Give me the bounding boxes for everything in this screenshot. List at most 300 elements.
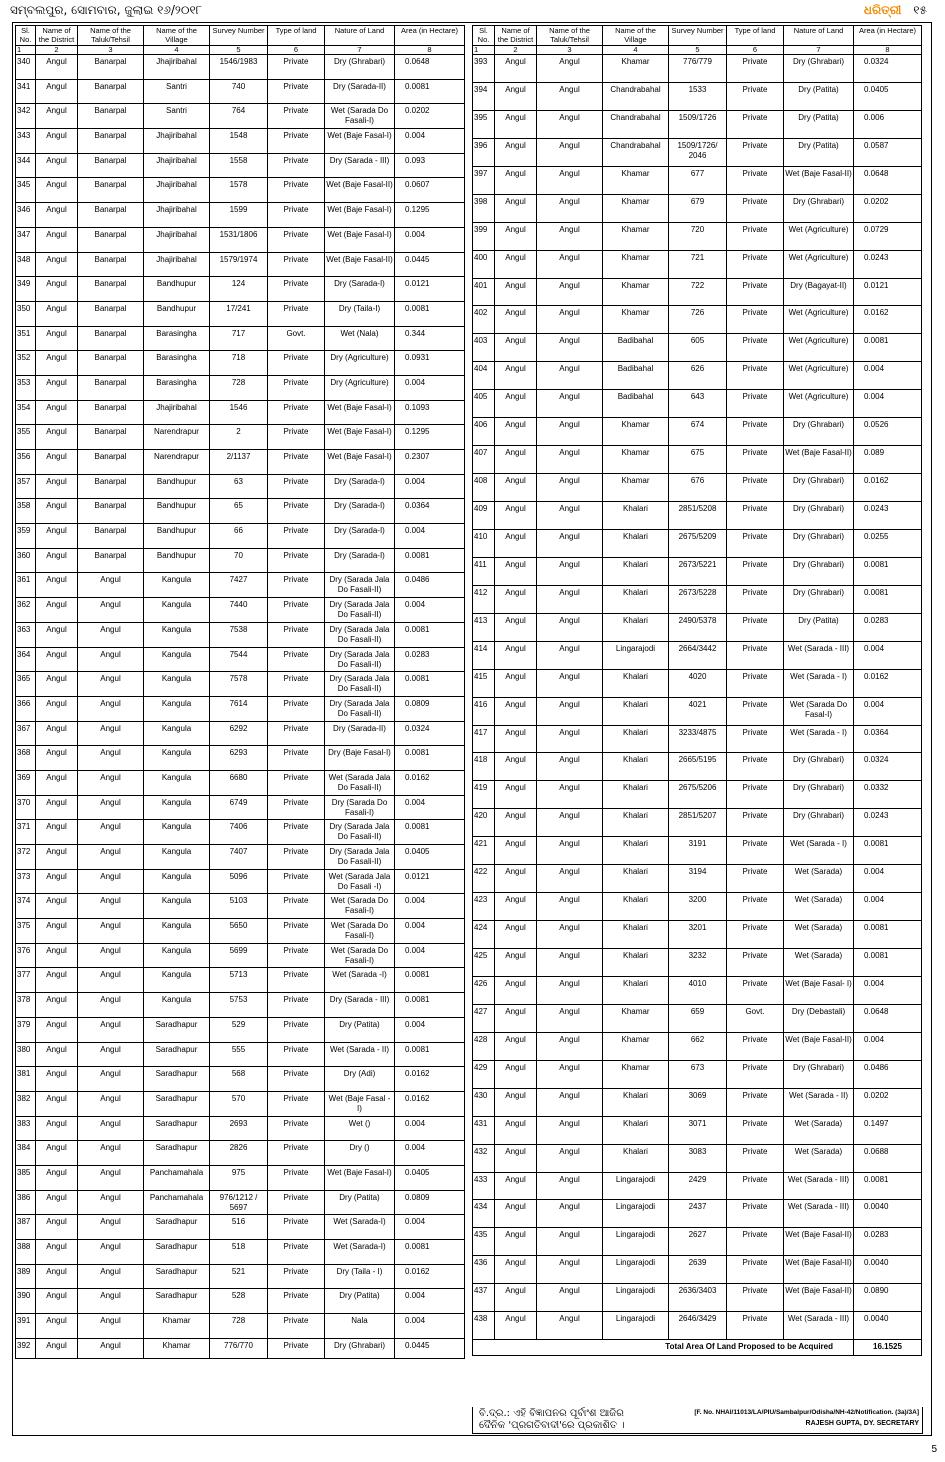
land-type-cell: Private: [268, 770, 325, 795]
area-cell: 0.0587: [854, 138, 922, 166]
land-nature-cell: Wet (Sarada - II): [784, 1088, 854, 1116]
land-nature-cell: Dry (Sarada Jala Do Fasali-II): [325, 820, 395, 845]
district-cell: Angul: [495, 55, 537, 83]
newspaper-logo: ଧରିତ୍ରୀ: [863, 3, 902, 17]
district-cell: Angul: [36, 943, 78, 968]
tehsil-cell: Angul: [537, 585, 603, 613]
survey-number-cell: 1548: [210, 129, 268, 154]
land-type-cell: Private: [727, 446, 784, 474]
tehsil-cell: Banarpal: [78, 400, 144, 425]
survey-number-cell: 4020: [669, 669, 727, 697]
serial-cell: 425: [473, 949, 495, 977]
district-cell: Angul: [36, 375, 78, 400]
masthead: [0, 0, 945, 22]
survey-number-cell: 764: [210, 104, 268, 129]
land-nature-cell: Wet (Sarada): [784, 949, 854, 977]
table-row: [16, 770, 465, 795]
land-type-cell: Private: [268, 573, 325, 598]
survey-number-cell: 776/770: [210, 1338, 268, 1358]
serial-cell: 397: [473, 166, 495, 194]
table-row: [16, 1264, 465, 1289]
district-cell: Angul: [495, 1228, 537, 1256]
area-cell: 0.004: [854, 362, 922, 390]
tehsil-cell: Angul: [537, 82, 603, 110]
village-cell: Saradhapur: [144, 1017, 210, 1042]
table-row: [473, 334, 922, 362]
tehsil-cell: Angul: [78, 845, 144, 870]
village-cell: Lingarajodi: [603, 1200, 669, 1228]
table-row: [473, 976, 922, 1004]
district-cell: Angul: [495, 865, 537, 893]
area-cell: 0.0162: [395, 1067, 465, 1092]
land-type-cell: Private: [268, 1264, 325, 1289]
tehsil-cell: Angul: [78, 1240, 144, 1265]
land-nature-cell: Dry (Sarada-I): [325, 548, 395, 573]
district-cell: Angul: [495, 1004, 537, 1032]
area-cell: 0.0121: [854, 278, 922, 306]
district-cell: Angul: [36, 993, 78, 1018]
village-cell: Jhajiribahal: [144, 55, 210, 80]
land-type-cell: Private: [727, 893, 784, 921]
village-cell: Khamar: [603, 1004, 669, 1032]
area-cell: 0.0405: [395, 845, 465, 870]
village-cell: Saradhapur: [144, 1215, 210, 1240]
village-cell: Khamar: [603, 446, 669, 474]
tehsil-cell: Angul: [537, 1172, 603, 1200]
district-cell: Angul: [36, 1289, 78, 1314]
tehsil-cell: Angul: [537, 529, 603, 557]
survey-number-cell: 5103: [210, 894, 268, 919]
tehsil-cell: Angul: [537, 306, 603, 334]
column-number: 8: [854, 46, 922, 55]
area-cell: 0.004: [395, 795, 465, 820]
area-cell: 0.004: [395, 1314, 465, 1339]
district-cell: Angul: [36, 820, 78, 845]
area-cell: 0.0081: [854, 557, 922, 585]
village-cell: Narendrapur: [144, 450, 210, 475]
village-cell: Kangula: [144, 598, 210, 623]
land-type-cell: Private: [268, 1091, 325, 1116]
district-cell: Angul: [495, 166, 537, 194]
tehsil-cell: Angul: [537, 1088, 603, 1116]
table-row: [16, 869, 465, 894]
district-cell: Angul: [495, 1116, 537, 1144]
survey-number-cell: 2851/5207: [669, 809, 727, 837]
header-row: [473, 26, 922, 46]
land-nature-cell: Dry (Sarada-I): [325, 277, 395, 302]
area-cell: 0.004: [395, 943, 465, 968]
serial-cell: 341: [16, 79, 36, 104]
village-cell: Kangula: [144, 622, 210, 647]
tehsil-cell: Angul: [537, 1144, 603, 1172]
serial-cell: 399: [473, 222, 495, 250]
land-type-cell: Private: [268, 277, 325, 302]
serial-cell: 396: [473, 138, 495, 166]
serial-cell: 438: [473, 1312, 495, 1340]
district-cell: Angul: [495, 921, 537, 949]
district-cell: Angul: [495, 893, 537, 921]
land-nature-cell: Wet (Sarada Jala Do Fasali -I): [325, 869, 395, 894]
land-type-cell: Private: [727, 1228, 784, 1256]
land-nature-cell: Wet (Agriculture): [784, 306, 854, 334]
serial-cell: 373: [16, 869, 36, 894]
tehsil-cell: Angul: [78, 598, 144, 623]
survey-number-cell: 605: [669, 334, 727, 362]
tehsil-cell: Angul: [537, 1256, 603, 1284]
table-row: [473, 641, 922, 669]
table-row: [16, 795, 465, 820]
district-cell: Angul: [495, 306, 537, 334]
village-cell: Khalari: [603, 725, 669, 753]
land-type-cell: Private: [268, 1067, 325, 1092]
survey-number-cell: 6749: [210, 795, 268, 820]
land-nature-cell: Dry (Baje Fasal-I): [325, 746, 395, 771]
land-type-cell: Private: [727, 1144, 784, 1172]
village-cell: Khamar: [603, 418, 669, 446]
district-cell: Angul: [36, 227, 78, 252]
tehsil-cell: Angul: [537, 976, 603, 1004]
district-cell: Angul: [495, 725, 537, 753]
land-type-cell: Private: [268, 153, 325, 178]
land-type-cell: Private: [268, 252, 325, 277]
land-nature-cell: Dry (Sarada-I): [325, 499, 395, 524]
village-cell: Kangula: [144, 820, 210, 845]
table-row: [16, 721, 465, 746]
village-cell: Saradhapur: [144, 1067, 210, 1092]
tehsil-cell: Angul: [537, 809, 603, 837]
serial-cell: 381: [16, 1067, 36, 1092]
area-cell: 0.004: [395, 474, 465, 499]
table-row: [473, 1256, 922, 1284]
area-cell: 0.0121: [395, 869, 465, 894]
land-type-cell: Private: [727, 669, 784, 697]
area-cell: 0.004: [395, 1017, 465, 1042]
header-cell: Survey Number: [210, 26, 268, 46]
area-cell: 0.004: [854, 697, 922, 725]
village-cell: Khamar: [603, 222, 669, 250]
survey-number-cell: 3201: [669, 921, 727, 949]
header-cell: Name of the Village: [144, 26, 210, 46]
survey-number-cell: 726: [669, 306, 727, 334]
village-cell: Santri: [144, 104, 210, 129]
village-cell: Khamar: [603, 278, 669, 306]
area-cell: 0.0162: [395, 1264, 465, 1289]
table-row: [16, 1141, 465, 1166]
tehsil-cell: Angul: [78, 869, 144, 894]
footer-note: [479, 1408, 625, 1432]
table-row: [473, 55, 922, 83]
land-type-cell: Private: [268, 598, 325, 623]
district-cell: Angul: [36, 1190, 78, 1215]
survey-number-cell: 6293: [210, 746, 268, 771]
district-cell: Angul: [36, 153, 78, 178]
district-cell: Angul: [36, 1215, 78, 1240]
village-cell: Khalari: [603, 809, 669, 837]
tehsil-cell: Angul: [537, 1060, 603, 1088]
village-cell: Khalari: [603, 585, 669, 613]
village-cell: Lingarajodi: [603, 1256, 669, 1284]
tehsil-cell: Angul: [537, 1004, 603, 1032]
tehsil-cell: Banarpal: [78, 425, 144, 450]
table-row: [473, 1032, 922, 1060]
table-row: [473, 362, 922, 390]
land-nature-cell: Wet (Agriculture): [784, 222, 854, 250]
village-cell: Narendrapur: [144, 425, 210, 450]
table-row: [16, 993, 465, 1018]
district-cell: Angul: [495, 502, 537, 530]
survey-number-cell: 717: [210, 326, 268, 351]
area-cell: 0.0081: [395, 301, 465, 326]
header-cell: Name of the Taluk/Tehsil: [78, 26, 144, 46]
total-value: 16.1525: [854, 1340, 922, 1356]
land-nature-cell: Dry (Patita): [784, 138, 854, 166]
table-row: [16, 968, 465, 993]
district-cell: Angul: [495, 557, 537, 585]
tehsil-cell: Angul: [78, 1042, 144, 1067]
tehsil-cell: Angul: [537, 949, 603, 977]
district-cell: Angul: [495, 753, 537, 781]
table-row: [16, 524, 465, 549]
table-row: [16, 845, 465, 870]
tehsil-cell: Angul: [537, 697, 603, 725]
serial-cell: 398: [473, 194, 495, 222]
land-nature-cell: Dry (Ghrabari): [784, 809, 854, 837]
tehsil-cell: Angul: [537, 502, 603, 530]
district-cell: Angul: [495, 641, 537, 669]
tehsil-cell: Banarpal: [78, 524, 144, 549]
survey-number-cell: 5753: [210, 993, 268, 1018]
right-table-body: [473, 55, 922, 1340]
land-type-cell: Govt.: [727, 1004, 784, 1032]
land-type-cell: Private: [268, 1190, 325, 1215]
serial-cell: 422: [473, 865, 495, 893]
table-row: [473, 1228, 922, 1256]
table-row: [473, 1200, 922, 1228]
area-cell: 0.0162: [854, 474, 922, 502]
district-cell: Angul: [36, 252, 78, 277]
tehsil-cell: Banarpal: [78, 153, 144, 178]
tehsil-cell: Angul: [78, 1289, 144, 1314]
left-table-body: [16, 55, 465, 1359]
table-row: [16, 1190, 465, 1215]
tehsil-cell: Angul: [537, 1312, 603, 1340]
tehsil-cell: Angul: [78, 968, 144, 993]
land-type-cell: Private: [268, 1116, 325, 1141]
serial-cell: 400: [473, 250, 495, 278]
village-cell: Santri: [144, 79, 210, 104]
tehsil-cell: Angul: [537, 446, 603, 474]
land-type-cell: Private: [268, 474, 325, 499]
table-row: [16, 474, 465, 499]
village-cell: Jhajiribahal: [144, 178, 210, 203]
serial-cell: 394: [473, 82, 495, 110]
area-cell: 0.0081: [395, 993, 465, 1018]
tehsil-cell: Banarpal: [78, 55, 144, 80]
survey-number-cell: 570: [210, 1091, 268, 1116]
survey-number-cell: 1531/1806: [210, 227, 268, 252]
area-cell: 0.0486: [395, 573, 465, 598]
serial-cell: 434: [473, 1200, 495, 1228]
tehsil-cell: Angul: [78, 746, 144, 771]
district-cell: Angul: [36, 919, 78, 944]
land-nature-cell: Wet (Sarada-I): [325, 1240, 395, 1265]
land-type-cell: Private: [268, 55, 325, 80]
district-cell: Angul: [495, 334, 537, 362]
survey-number-cell: 2: [210, 425, 268, 450]
village-cell: Bandhupur: [144, 277, 210, 302]
signatory: RAJESH GUPTA, DY. SECRETARY: [805, 1420, 919, 1427]
land-type-cell: Private: [268, 104, 325, 129]
district-cell: Angul: [495, 1172, 537, 1200]
area-cell: 0.1295: [395, 425, 465, 450]
tehsil-cell: Banarpal: [78, 375, 144, 400]
land-nature-cell: Dry (Ghrabari): [784, 418, 854, 446]
district-cell: Angul: [495, 613, 537, 641]
land-type-cell: Private: [268, 499, 325, 524]
village-cell: Chandrabahal: [603, 138, 669, 166]
land-nature-cell: Wet (Sarada-I): [325, 1215, 395, 1240]
land-type-cell: Private: [268, 919, 325, 944]
land-type-cell: Private: [727, 613, 784, 641]
serial-cell: 432: [473, 1144, 495, 1172]
survey-number-cell: 516: [210, 1215, 268, 1240]
land-nature-cell: Wet (Sarada - III): [784, 1172, 854, 1200]
survey-number-cell: 626: [669, 362, 727, 390]
land-nature-cell: Wet (Baje Fasal-I): [325, 450, 395, 475]
table-row: [473, 1116, 922, 1144]
area-cell: 0.0526: [854, 418, 922, 446]
survey-number-cell: 124: [210, 277, 268, 302]
serial-cell: 387: [16, 1215, 36, 1240]
land-type-cell: Private: [268, 301, 325, 326]
village-cell: Lingarajodi: [603, 1284, 669, 1312]
land-type-cell: Private: [268, 1042, 325, 1067]
survey-number-cell: 3191: [669, 837, 727, 865]
village-cell: Barasingha: [144, 351, 210, 376]
column-number: 4: [603, 46, 669, 55]
header-cell: Name of the Village: [603, 26, 669, 46]
survey-number-cell: 7578: [210, 672, 268, 697]
table-row: [16, 425, 465, 450]
tehsil-cell: Angul: [78, 1017, 144, 1042]
tehsil-cell: Banarpal: [78, 104, 144, 129]
left-table-panel: [15, 25, 464, 1359]
land-type-cell: Private: [268, 425, 325, 450]
district-cell: Angul: [495, 1256, 537, 1284]
land-nature-cell: Wet (Sarada - I): [784, 837, 854, 865]
table-row: [16, 55, 465, 80]
table-row: [473, 1172, 922, 1200]
serial-cell: 408: [473, 474, 495, 502]
area-cell: 0.004: [395, 894, 465, 919]
column-number: 8: [395, 46, 465, 55]
land-nature-cell: Wet (Baje Fasal-II): [784, 1032, 854, 1060]
area-cell: 0.0809: [395, 696, 465, 721]
header-cell: Name of the District: [36, 26, 78, 46]
village-cell: Bandhupur: [144, 301, 210, 326]
village-cell: Jhajiribahal: [144, 203, 210, 228]
village-cell: Khalari: [603, 837, 669, 865]
land-nature-cell: Dry (Taila-I): [325, 301, 395, 326]
district-cell: Angul: [495, 837, 537, 865]
survey-number-cell: 5096: [210, 869, 268, 894]
tehsil-cell: Angul: [78, 993, 144, 1018]
area-cell: 0.0081: [854, 921, 922, 949]
column-number: 7: [325, 46, 395, 55]
tehsil-cell: Angul: [537, 641, 603, 669]
land-nature-cell: Dry (Sarada Jala Do Fasali-II): [325, 622, 395, 647]
land-type-cell: Private: [727, 1200, 784, 1228]
serial-cell: 406: [473, 418, 495, 446]
table-row: [16, 1017, 465, 1042]
land-type-cell: Private: [727, 166, 784, 194]
village-cell: Saradhapur: [144, 1141, 210, 1166]
serial-cell: 435: [473, 1228, 495, 1256]
land-nature-cell: Dry (Sarada Jala Do Fasali-II): [325, 598, 395, 623]
area-cell: 0.2307: [395, 450, 465, 475]
survey-number-cell: 1578: [210, 178, 268, 203]
land-nature-cell: Wet (Sarada - I): [784, 725, 854, 753]
district-cell: Angul: [495, 418, 537, 446]
land-nature-cell: Wet (Baje Fasal-II): [784, 166, 854, 194]
table-row: [16, 375, 465, 400]
district-cell: Angul: [495, 138, 537, 166]
village-cell: Khalari: [603, 529, 669, 557]
tehsil-cell: Angul: [78, 696, 144, 721]
column-number: 1: [16, 46, 36, 55]
area-cell: 0.004: [395, 524, 465, 549]
table-row: [16, 622, 465, 647]
land-type-cell: Private: [268, 622, 325, 647]
land-type-cell: Private: [268, 845, 325, 870]
land-type-cell: Private: [727, 222, 784, 250]
table-row: [473, 585, 922, 613]
land-nature-cell: Wet (Baje Fasal-II): [784, 446, 854, 474]
tehsil-cell: Angul: [78, 622, 144, 647]
land-type-cell: Private: [268, 795, 325, 820]
serial-cell: 414: [473, 641, 495, 669]
table-row: [473, 138, 922, 166]
serial-cell: 350: [16, 301, 36, 326]
survey-number-cell: 7407: [210, 845, 268, 870]
survey-number-cell: 2693: [210, 1116, 268, 1141]
masthead-page-number: ୧୫: [913, 3, 927, 17]
land-nature-cell: Wet (Sarada Do Fasali-I): [325, 919, 395, 944]
area-cell: 0.0364: [395, 499, 465, 524]
land-type-cell: Private: [268, 1141, 325, 1166]
table-row: [16, 943, 465, 968]
survey-number-cell: 673: [669, 1060, 727, 1088]
header-cell: Survey Number: [669, 26, 727, 46]
serial-cell: 345: [16, 178, 36, 203]
land-type-cell: Private: [268, 672, 325, 697]
serial-cell: 372: [16, 845, 36, 870]
table-row: [473, 1284, 922, 1312]
table-row: [473, 1004, 922, 1032]
serial-cell: 359: [16, 524, 36, 549]
village-cell: Lingarajodi: [603, 641, 669, 669]
district-cell: Angul: [495, 362, 537, 390]
district-cell: Angul: [36, 499, 78, 524]
village-cell: Khamar: [603, 306, 669, 334]
table-row: [16, 1338, 465, 1358]
area-cell: 0.0081: [854, 949, 922, 977]
survey-number-cell: 2826: [210, 1141, 268, 1166]
table-row: [473, 1060, 922, 1088]
village-cell: Barasingha: [144, 326, 210, 351]
tehsil-cell: Angul: [537, 55, 603, 83]
survey-number-cell: 7538: [210, 622, 268, 647]
